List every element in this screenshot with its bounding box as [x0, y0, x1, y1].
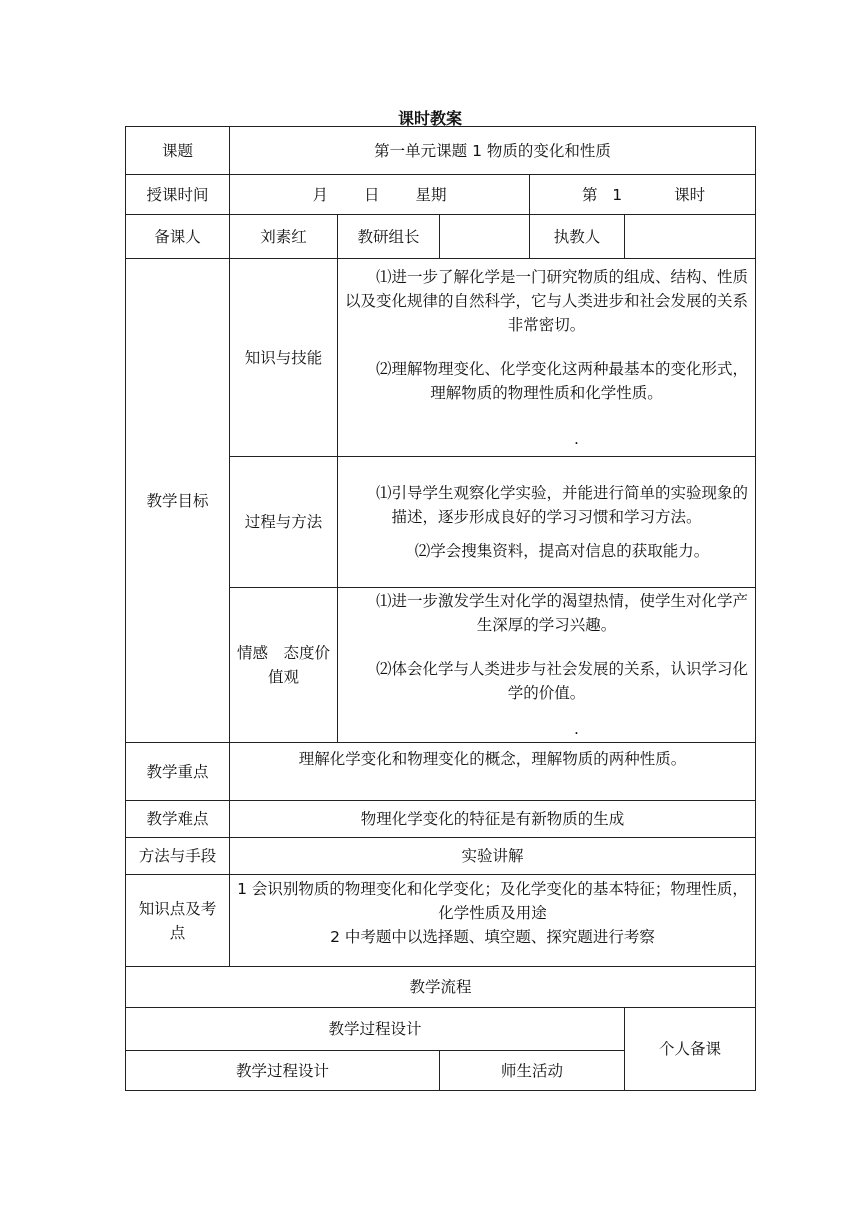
difficulty-value: 物理化学变化的特征是有新物质的生成: [230, 801, 756, 838]
flow-header: 教学流程: [126, 967, 756, 1008]
design-column-header: 教学过程设计: [126, 1051, 440, 1091]
activity-column-header: 师生活动: [440, 1051, 625, 1091]
row-method: [126, 838, 756, 875]
preparer-value: 刘素红: [230, 215, 338, 259]
emotion-para-2: ⑵体会化学与人类进步与社会发展的关系，认识学习化学的价值。: [376, 660, 749, 702]
process-para-1: ⑴引导学生观察化学实验，并能进行简单的实验现象的描述，逐步形成良好的学习习惯和学习方法。: [376, 484, 749, 526]
emotion-mark: .: [574, 720, 579, 738]
knowledge-points-line-2: 2 中考题中以选择题、填空题、探究题进行考察: [330, 928, 655, 946]
group-leader-label: 教研组长: [338, 215, 440, 259]
topic-value: 第一单元课题 1 物质的变化和性质: [230, 127, 756, 175]
period-number: 1: [612, 185, 623, 204]
objectives-label: 教学目标: [126, 259, 230, 743]
row-flow-header: [126, 967, 756, 1008]
process-content: [338, 457, 756, 588]
flow-design-header: 教学过程设计: [126, 1008, 625, 1051]
row-time: [126, 175, 756, 215]
period-prefix: 第: [582, 185, 598, 204]
key-point-value: 理解化学变化和物理变化的概念，理解物质的两种性质。: [230, 743, 756, 801]
knowledge-points-line-1: 1 会识别物质的物理变化和化学变化；及化学变化的基本特征；物理性质，化学性质及用途: [237, 880, 748, 922]
emotion-content: [338, 588, 756, 743]
topic-label: 课题: [126, 127, 230, 175]
row-knowledge-points: [126, 875, 756, 967]
process-label: 过程与方法: [230, 457, 338, 588]
row-objective-knowledge: [126, 259, 756, 457]
knowledge-content: [338, 259, 756, 457]
process-para-2: ⑵学会搜集资料，提高对信息的获取能力。: [414, 542, 710, 560]
time-period-cell: [530, 175, 756, 215]
knowledge-mark: .: [574, 429, 579, 448]
row-key-point: [126, 743, 756, 801]
time-date-cell: [230, 175, 530, 215]
knowledge-points-value: [230, 875, 756, 967]
teacher-value: [625, 215, 756, 259]
knowledge-para-2: ⑵理解物理变化、化学变化这两种最基本的变化形式，理解物质的物理性质和化学性质。: [376, 359, 749, 402]
time-day: 日: [363, 185, 380, 204]
method-label: 方法与手段: [126, 838, 230, 875]
method-value: 实验讲解: [230, 838, 756, 875]
knowledge-label: 知识与技能: [230, 259, 338, 457]
emotion-label: 情感 态度价值观: [230, 588, 338, 743]
personal-prep-header: 个人备课: [625, 1008, 756, 1091]
time-label: 授课时间: [126, 175, 230, 215]
emotion-para-1: ⑴进一步激发学生对化学的渴望热情，使学生对化学产生深厚的学习兴趣。: [376, 592, 749, 634]
document-title: 课时教案: [397, 109, 462, 128]
row-staff: [126, 215, 756, 259]
time-month: 月: [312, 185, 328, 204]
knowledge-para-1: ⑴进一步了解化学是一门研究物质的组成、结构、性质以及变化规律的自然科学，它与人类进步和社会发展的关系非常密切。: [345, 267, 749, 334]
key-point-label: 教学重点: [126, 743, 230, 801]
period-suffix: 课时: [674, 185, 706, 204]
preparer-label: 备课人: [126, 215, 230, 259]
time-weekday: 星期: [415, 185, 447, 204]
row-flow-design: [126, 1008, 756, 1051]
row-difficulty: [126, 801, 756, 838]
group-leader-value: [440, 215, 530, 259]
teacher-label: 执教人: [530, 215, 625, 259]
difficulty-label: 教学难点: [126, 801, 230, 838]
knowledge-points-label: 知识点及考点: [126, 875, 230, 967]
lesson-plan-table: [125, 126, 756, 1091]
row-topic: [126, 127, 756, 175]
